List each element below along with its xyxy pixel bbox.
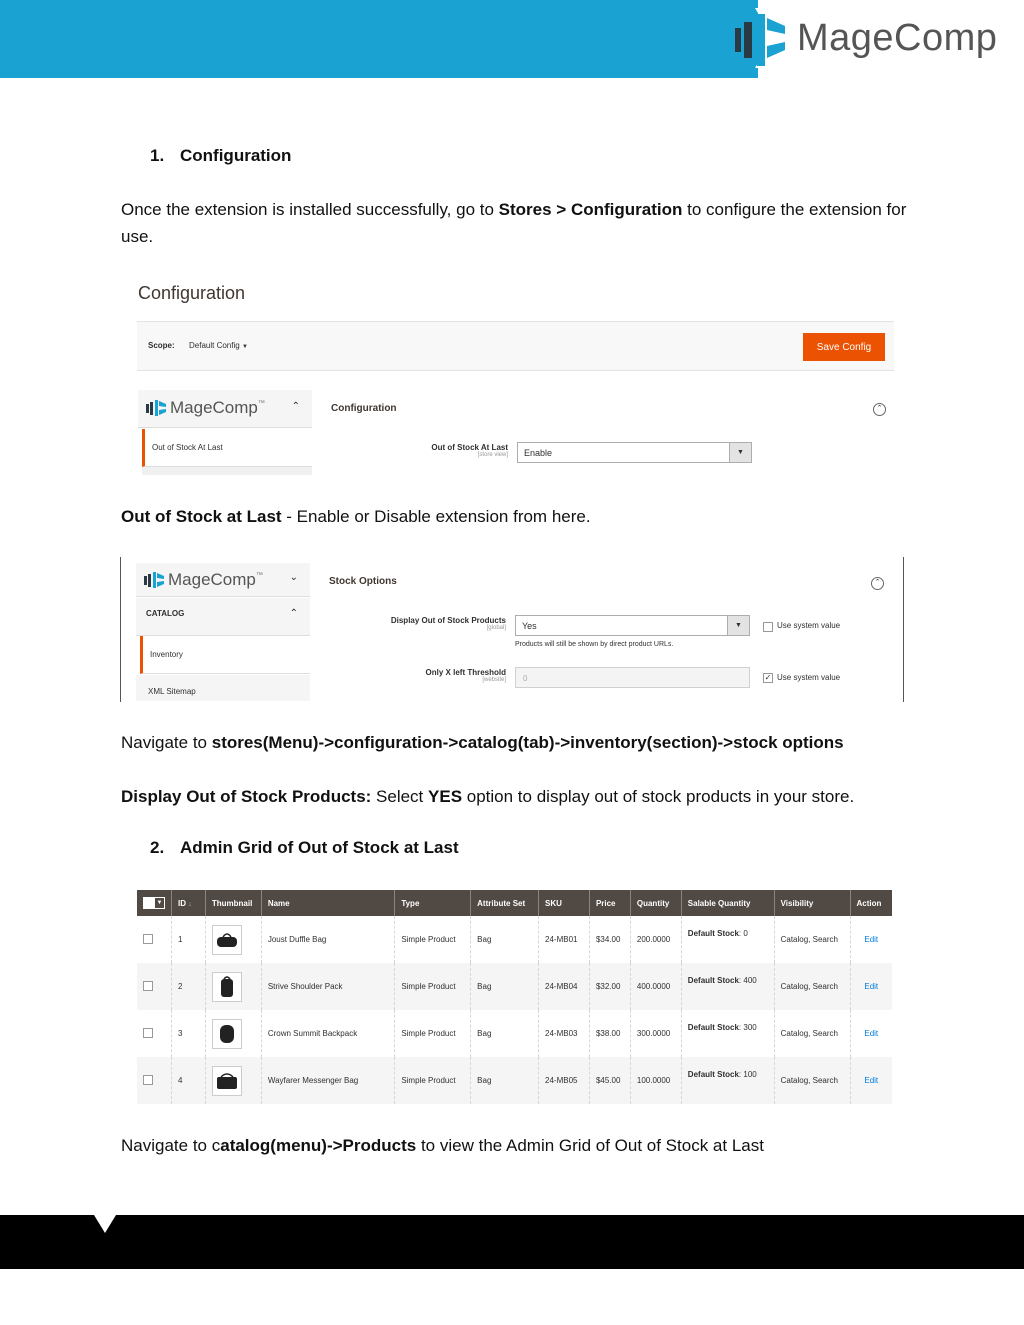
grid-paragraph [121,1132,911,1159]
display-oos-scope: [global] [486,625,506,631]
display-oos-value: Yes [522,620,537,631]
column-salable-quantity[interactable]: Salable Quantity [681,890,774,916]
footer-bar [0,1215,1024,1269]
column-sku[interactable]: SKU [539,890,590,916]
scope-switcher[interactable] [189,341,248,350]
config-sidebar-header[interactable] [138,390,312,428]
cell-id: 4 [172,1057,206,1104]
section2-heading [150,838,459,858]
product-thumbnail[interactable] [212,1019,242,1049]
row-checkbox-cell[interactable] [137,916,172,963]
stock-label: Default Stock [687,976,739,985]
scope-value: Default Config [189,341,240,350]
column-id[interactable] [172,890,206,916]
frame-left-line [120,557,121,702]
section1-intro [121,196,911,250]
cell-price: $38.00 [589,1010,630,1057]
cell-salable-quantity [681,963,774,1010]
row-checkbox[interactable] [143,934,153,944]
cell-thumbnail [205,963,261,1010]
cell-salable-quantity [681,1057,774,1104]
stock-options-title: Stock Options [329,576,397,587]
cell-salable-quantity [681,1010,774,1057]
column-visibility[interactable]: Visibility [774,890,850,916]
sidebar-item-inventory[interactable] [140,636,310,674]
cell-type: Simple Product [395,1057,471,1104]
cell-name: Wayfarer Messenger Bag [261,1057,394,1104]
section1-heading [150,146,291,166]
cell-thumbnail [205,1010,261,1057]
cell-quantity: 200.0000 [630,916,681,963]
cell-visibility: Catalog, Search [774,916,850,963]
cell-action [850,1010,892,1057]
table-row [137,1010,892,1057]
cell-type: Simple Product [395,963,471,1010]
cell-id: 3 [172,1010,206,1057]
cell-attribute-set: Bag [471,916,539,963]
collapse-circle-icon[interactable]: ⌃ [873,403,886,416]
cell-sku: 24-MB03 [539,1010,590,1057]
messenger-bag-icon [215,1072,239,1090]
cell-name: Joust Duffle Bag [261,916,394,963]
xml-sitemap-label: XML Sitemap [148,687,196,696]
row-checkbox-cell[interactable] [137,963,172,1010]
stock-label: Default Stock [687,1023,739,1032]
row-checkbox-cell[interactable] [137,1010,172,1057]
cell-visibility: Catalog, Search [774,1010,850,1057]
caret-down-icon: ▼ [156,899,163,906]
cell-quantity: 100.0000 [630,1057,681,1104]
column-price[interactable]: Price [589,890,630,916]
intro-text-2: to configure the extension for use. [121,200,907,246]
stock-value: : 400 [738,976,757,985]
chevron-up-icon: ⌃ [291,401,300,412]
chevron-down-icon: ⌄ [289,572,298,583]
inventory-label: Inventory [150,650,183,659]
scope-bar [137,321,894,371]
threshold-scope: [website] [482,677,506,683]
cell-type: Simple Product [395,916,471,963]
header-mass-select[interactable] [137,890,172,916]
stock-sidebar-logo-text: MageComp [168,570,256,589]
intro-bold: Stores > Configuration [498,200,683,219]
column-id-label: ID [178,898,186,908]
config-page-title: Configuration [138,283,246,303]
edit-link[interactable]: Edit [864,935,879,944]
cell-thumbnail [205,916,261,963]
use-system-value-checkbox-1[interactable] [763,622,773,632]
navigate-paragraph [121,729,911,756]
row-checkbox-cell[interactable] [137,1057,172,1104]
collapse-circle-icon[interactable]: ⌃ [871,577,884,590]
column-action[interactable]: Action [850,890,892,916]
select-arrow-icon: ▼ [729,443,751,462]
column-quantity[interactable]: Quantity [630,890,681,916]
field-scope: [store view] [477,452,508,458]
sidebar-item-xml-sitemap[interactable] [136,675,310,701]
cell-attribute-set: Bag [471,963,539,1010]
out-of-stock-select[interactable] [517,442,752,463]
cell-type: Simple Product [395,1010,471,1057]
magecomp-logo [733,8,997,68]
cell-id: 2 [172,963,206,1010]
tab-catalog[interactable] [136,598,310,636]
logo-text: MageComp [797,16,998,59]
magecomp-mini-icon [146,399,166,417]
display-text-2: option to display out of stock products in your store. [462,787,855,806]
use-system-value-label-2: Use system value [777,673,841,682]
row-checkbox[interactable] [143,981,153,991]
cell-sku: 24-MB01 [539,916,590,963]
shoulder-pack-icon [219,975,235,999]
field-out-of-stock-label [380,443,508,458]
cell-thumbnail [205,1057,261,1104]
cell-price: $45.00 [589,1057,630,1104]
stock-sidebar-logo: MageComp ™ [144,570,263,590]
navigate-prefix: Navigate to [121,733,212,752]
enable-text: - Enable or Disable extension from here. [281,507,591,526]
cell-quantity: 400.0000 [630,963,681,1010]
intro-text-1: Once the extension is installed successfully, go to [121,200,499,219]
section1-title: Configuration [180,146,292,165]
edit-link[interactable]: Edit [864,1029,879,1038]
mass-select-checkbox[interactable] [143,897,165,909]
section2-title: Admin Grid of Out of Stock at Last [180,838,459,857]
sidebar-item-out-of-stock[interactable] [142,429,312,467]
sidebar-item-label: Out of Stock At Last [152,443,223,452]
section1-number: 1. [150,146,165,165]
table-row [137,1057,892,1104]
grid-header-row [137,890,892,916]
product-thumbnail[interactable] [212,1066,242,1096]
cell-action [850,1057,892,1104]
cell-attribute-set: Bag [471,1057,539,1104]
threshold-input[interactable]: 0 [515,667,750,688]
field-label: Out of Stock At Last [431,443,508,452]
stock-value: : 300 [738,1023,757,1032]
footer-notch [94,1215,116,1233]
column-type[interactable]: Type [395,890,471,916]
row-checkbox[interactable] [143,1028,153,1038]
config-section-title: Configuration [331,403,397,414]
display-bold-1: Display Out of Stock Products: [121,787,372,806]
grid-path: atalog(menu)->Products [220,1136,417,1155]
threshold-label [380,668,506,683]
display-oos-label [360,616,506,631]
cell-salable-quantity [681,916,774,963]
sidebar-logo: MageComp ™ [146,398,265,418]
frame-right-line [903,557,904,702]
display-paragraph [121,783,911,810]
cell-visibility: Catalog, Search [774,1057,850,1104]
grid-prefix: Navigate to c [121,1136,221,1155]
tab-catalog-label: CATALOG [146,609,185,618]
threshold-label-text: Only X left Threshold [425,668,506,677]
stock-label: Default Stock [687,929,739,938]
caret-down-icon: ▼ [241,344,248,350]
display-bold-2: YES [428,787,463,806]
grid-suffix: to view the Admin Grid of Out of Stock at Last [416,1136,764,1155]
edit-link[interactable]: Edit [864,1076,879,1085]
enable-paragraph [121,503,911,530]
product-thumbnail[interactable] [212,925,242,955]
display-oos-label-text: Display Out of Stock Products [390,616,506,625]
magecomp-logo-icon [733,8,791,68]
row-checkbox[interactable] [143,1075,153,1085]
display-text-1: Select [371,787,429,806]
navigate-path: stores(Menu)->configuration->catalog(tab)->inventory(section)->stock options [211,733,844,752]
backpack-icon [218,1023,236,1045]
table-row [137,916,892,963]
stock-value: : 100 [738,1070,757,1079]
cell-action [850,963,892,1010]
scope-label: Scope: [148,341,175,350]
edit-link[interactable]: Edit [864,982,879,991]
display-oos-select[interactable] [515,615,750,636]
column-name[interactable]: Name [261,890,394,916]
sidebar-bottom [142,467,312,475]
chevron-up-icon: ⌃ [289,608,298,619]
cell-attribute-set: Bag [471,1010,539,1057]
section2-number: 2. [150,838,165,857]
column-attribute-set[interactable]: Attribute Set [471,890,539,916]
use-system-value-checkbox-2[interactable]: ✓ [764,673,772,682]
cell-name: Strive Shoulder Pack [261,963,394,1010]
table-row [137,963,892,1010]
cell-visibility: Catalog, Search [774,963,850,1010]
products-grid [137,890,892,1104]
magecomp-mini-icon-2 [144,571,164,589]
display-oos-note: Products will still be shown by direct product URLs. [515,641,674,648]
cell-name: Crown Summit Backpack [261,1010,394,1057]
product-thumbnail[interactable] [212,972,242,1002]
cell-action [850,916,892,963]
cell-price: $34.00 [589,916,630,963]
sort-arrow-icon: ↓ [188,900,192,908]
cell-price: $32.00 [589,963,630,1010]
save-config-button[interactable]: Save Config [803,333,885,361]
select-value: Enable [524,447,553,458]
duffle-bag-icon [215,931,239,949]
cell-id: 1 [172,916,206,963]
cell-quantity: 300.0000 [630,1010,681,1057]
stock-label: Default Stock [687,1070,739,1079]
stock-value: : 0 [738,929,748,938]
select-arrow-icon: ▼ [727,616,749,635]
cell-sku: 24-MB04 [539,963,590,1010]
stock-sidebar-logo-row[interactable] [136,563,310,597]
enable-bold: Out of Stock at Last [121,507,282,526]
column-thumbnail[interactable]: Thumbnail [205,890,261,916]
cell-sku: 24-MB05 [539,1057,590,1104]
use-system-value-label-1: Use system value [777,621,841,630]
sidebar-logo-text: MageComp [170,398,258,417]
